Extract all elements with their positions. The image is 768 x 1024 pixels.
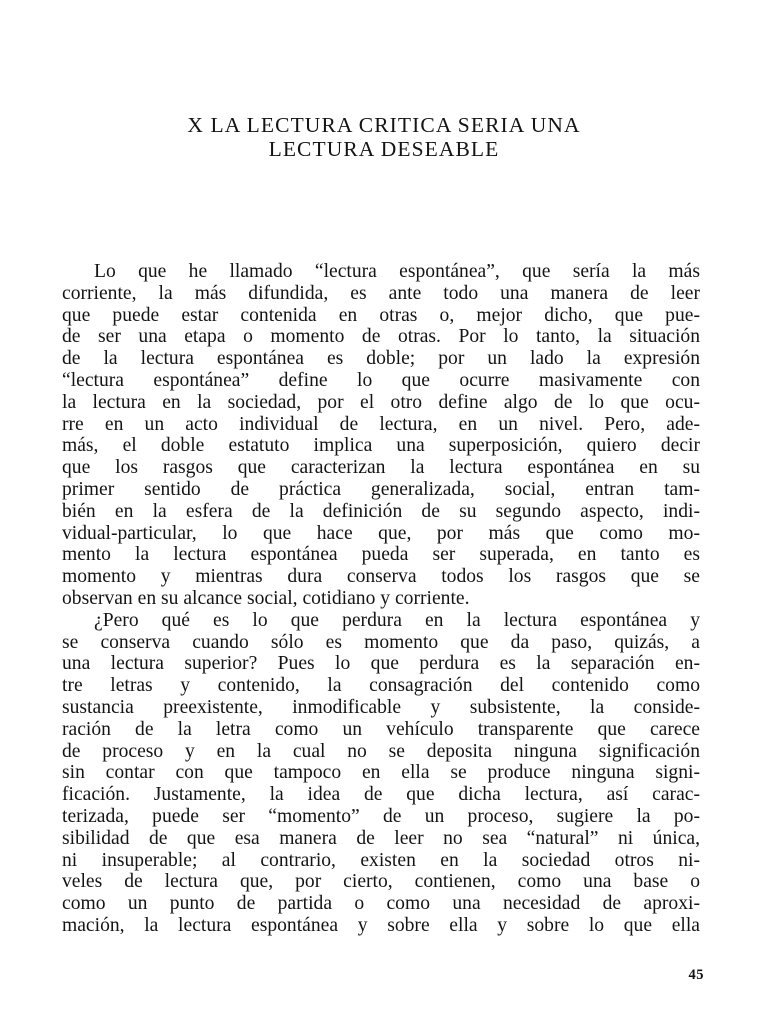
chapter-title-line-1: X LA LECTURA CRITICA SERIA UNA xyxy=(187,113,581,137)
text-line: Lo que he llamado “lectura espontánea”, que sería la más xyxy=(94,261,700,282)
paragraph-2 xyxy=(62,610,700,937)
text-line: la lectura en la sociedad, por el otro define algo de lo que ocu- xyxy=(62,391,700,413)
text-line: ración de la letra como un vehículo transparente que carece xyxy=(62,718,700,740)
text-line: de la lectura espontánea es doble; por un lado la expresión xyxy=(62,348,700,370)
text-line: sustancia preexistente, inmodificable y subsistente, la conside- xyxy=(62,696,700,718)
text-line: observan en su alcance social, cotidiano y corriente. xyxy=(62,587,470,609)
text-line: “lectura espontánea” define lo que ocurre masivamente con xyxy=(62,369,700,391)
text-line: veles de lectura que, por cierto, contienen, como una base o xyxy=(62,871,700,893)
text-line: primer sentido de práctica generalizada, social, entran tam- xyxy=(62,478,700,500)
text-line: más, el doble estatuto implica una superposición, quiero decir xyxy=(62,435,700,457)
body-text xyxy=(62,261,700,937)
text-line: sin contar con que tampoco en ella se produce ninguna signi- xyxy=(62,762,700,784)
text-line: una lectura superior? Pues lo que perdura es la separación en- xyxy=(62,653,700,675)
chapter-title xyxy=(60,113,708,161)
text-line: bién en la esfera de la definición de su segundo aspecto, indi- xyxy=(62,500,700,522)
paragraph-1 xyxy=(62,261,700,610)
text-line: ni insuperable; al contrario, existen en la sociedad otros ni- xyxy=(62,849,700,871)
text-line: que puede estar contenida en otras o, mejor dicho, que pue- xyxy=(62,304,700,326)
text-line: vidual-particular, lo que hace que, por más que como mo- xyxy=(62,522,700,544)
text-line: sibilidad de que esa manera de leer no sea “natural” ni única, xyxy=(62,827,700,849)
text-line: momento y mientras dura conserva todos los rasgos que se xyxy=(62,566,700,588)
text-line: corriente, la más difundida, es ante todo una manera de leer xyxy=(62,282,700,304)
text-line: como un punto de partida o como una necesidad de aproxi- xyxy=(62,893,700,915)
text-line: mación, la lectura espontánea y sobre ella y sobre lo que ella xyxy=(62,914,700,936)
text-line: que los rasgos que caracterizan la lectura espontánea en su xyxy=(62,457,700,479)
text-line: rre en un acto individual de lectura, en un nivel. Pero, ade- xyxy=(62,413,700,435)
text-line: de proceso y en la cual no se deposita ninguna significación xyxy=(62,740,700,762)
text-line: tre letras y contenido, la consagración del contenido como xyxy=(62,675,700,697)
text-line: se conserva cuando sólo es momento que da paso, quizás, a xyxy=(62,631,700,653)
text-line: mento la lectura espontánea pueda ser superada, en tanto es xyxy=(62,544,700,566)
text-line: ficación. Justamente, la idea de que dicha lectura, así carac- xyxy=(62,784,700,806)
chapter-title-line-2: LECTURA DESEABLE xyxy=(268,137,500,161)
text-line: terizada, puede ser “momento” de un proceso, sugiere la po- xyxy=(62,805,700,827)
text-line: ¿Pero qué es lo que perdura en la lectura espontánea y xyxy=(94,609,700,631)
text-line: de ser una etapa o momento de otras. Por lo tanto, la situación xyxy=(62,326,700,348)
page-number: 45 xyxy=(688,967,704,983)
